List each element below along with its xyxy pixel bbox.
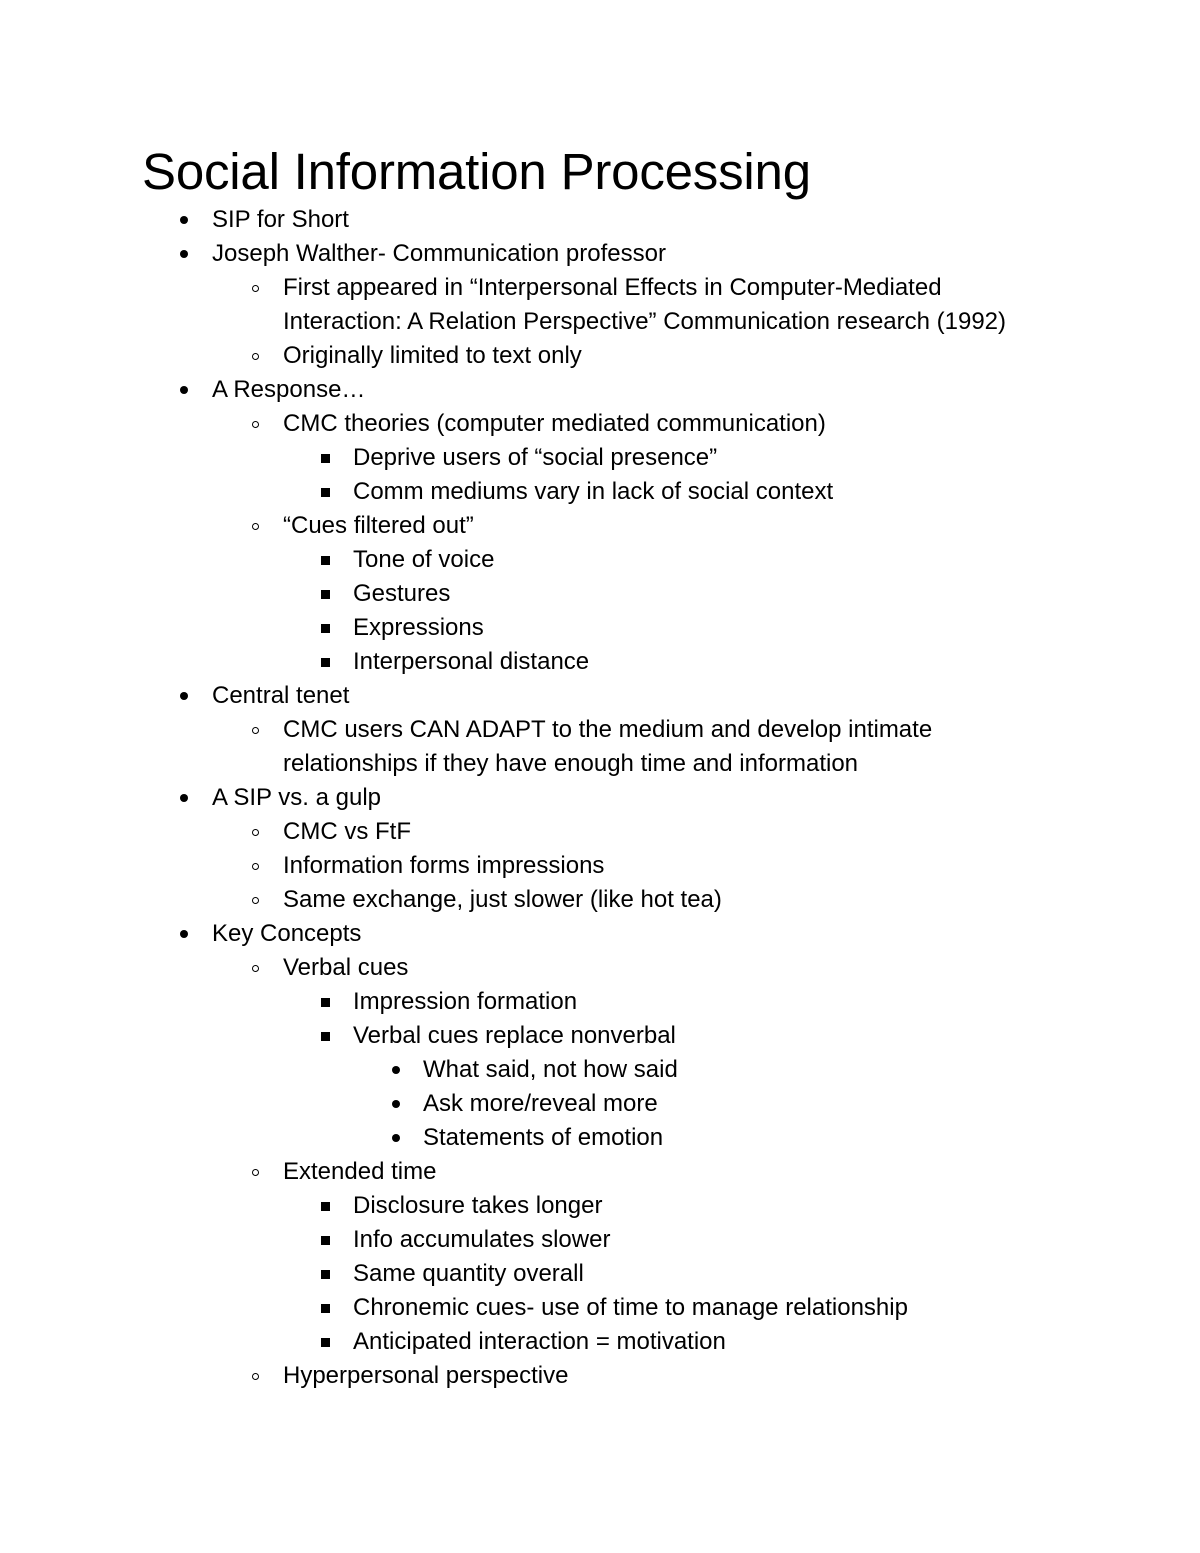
outline-item-text: Same quantity overall bbox=[353, 1260, 584, 1287]
outline-item-text: Originally limited to text only bbox=[283, 342, 582, 369]
square-bullet-icon bbox=[317, 543, 333, 577]
hollow-bullet-icon bbox=[247, 815, 263, 849]
outline-item-text: Info accumulates slower bbox=[353, 1226, 611, 1253]
outline-item-level-1 bbox=[0, 917, 1200, 951]
square-bullet-icon bbox=[317, 1325, 333, 1359]
filled-bullet-icon bbox=[176, 237, 192, 271]
outline-item-level-3 bbox=[0, 1291, 1200, 1325]
outline-item-level-2 bbox=[0, 951, 1200, 985]
outline-item-level-3 bbox=[0, 577, 1200, 611]
outline-item-level-1 bbox=[0, 781, 1200, 815]
hollow-bullet-icon bbox=[247, 883, 263, 917]
outline-item-text: CMC users CAN ADAPT to the medium and develop intimate relationships if they have enough time and information bbox=[283, 716, 933, 777]
outline-item-text: First appeared in “Interpersonal Effects in Computer-Mediated Interaction: A Relation Perspective” Communication research (1992) bbox=[283, 274, 1007, 335]
bullet-outline bbox=[0, 203, 1200, 1393]
filled-bullet-icon bbox=[388, 1121, 404, 1155]
outline-item-level-2 bbox=[0, 849, 1200, 883]
outline-item-level-3 bbox=[0, 543, 1200, 577]
outline-item-text: Joseph Walther- Communication professor bbox=[212, 240, 666, 267]
outline-item-text: Statements of emotion bbox=[423, 1124, 664, 1151]
outline-item-text: Extended time bbox=[283, 1158, 437, 1185]
outline-item-text: Disclosure takes longer bbox=[353, 1192, 603, 1219]
outline-item-text: A Response… bbox=[212, 376, 366, 403]
square-bullet-icon bbox=[317, 441, 333, 475]
outline-item-text: Verbal cues bbox=[283, 954, 409, 981]
outline-item-text: Ask more/reveal more bbox=[423, 1090, 658, 1117]
filled-bullet-icon bbox=[388, 1087, 404, 1121]
outline-item-text: “Cues filtered out” bbox=[283, 512, 474, 539]
outline-item-level-1 bbox=[0, 203, 1200, 237]
outline-item-level-3 bbox=[0, 645, 1200, 679]
square-bullet-icon bbox=[317, 1291, 333, 1325]
square-bullet-icon bbox=[317, 1019, 333, 1053]
outline-item-text: Information forms impressions bbox=[283, 852, 605, 879]
hollow-bullet-icon bbox=[247, 1155, 263, 1189]
hollow-bullet-icon bbox=[247, 1359, 263, 1393]
outline-item-text: SIP for Short bbox=[212, 206, 349, 233]
outline-item-text: CMC theories (computer mediated communication) bbox=[283, 410, 826, 437]
square-bullet-icon bbox=[317, 1223, 333, 1257]
filled-bullet-icon bbox=[176, 373, 192, 407]
outline-item-level-3 bbox=[0, 985, 1200, 1019]
square-bullet-icon bbox=[317, 577, 333, 611]
outline-item-level-2 bbox=[0, 271, 1200, 339]
square-bullet-icon bbox=[317, 475, 333, 509]
filled-bullet-icon bbox=[176, 917, 192, 951]
outline-item-level-3 bbox=[0, 1325, 1200, 1359]
outline-item-level-1 bbox=[0, 373, 1200, 407]
hollow-bullet-icon bbox=[247, 951, 263, 985]
hollow-bullet-icon bbox=[247, 407, 263, 441]
outline-item-level-3 bbox=[0, 1019, 1200, 1053]
filled-bullet-icon bbox=[176, 781, 192, 815]
outline-item-text: Central tenet bbox=[212, 682, 350, 709]
outline-item-level-3 bbox=[0, 1223, 1200, 1257]
outline-item-text: Gestures bbox=[353, 580, 451, 607]
square-bullet-icon bbox=[317, 1257, 333, 1291]
outline-item-level-4 bbox=[0, 1121, 1200, 1155]
outline-item-text: Deprive users of “social presence” bbox=[353, 444, 718, 471]
hollow-bullet-icon bbox=[247, 339, 263, 373]
outline-item-level-3 bbox=[0, 475, 1200, 509]
hollow-bullet-icon bbox=[247, 271, 263, 305]
hollow-bullet-icon bbox=[247, 713, 263, 747]
filled-bullet-icon bbox=[388, 1053, 404, 1087]
hollow-bullet-icon bbox=[247, 509, 263, 543]
outline-item-text: Hyperpersonal perspective bbox=[283, 1362, 569, 1389]
outline-item-text: Comm mediums vary in lack of social context bbox=[353, 478, 834, 505]
outline-item-text: Interpersonal distance bbox=[353, 648, 590, 675]
outline-item-level-3 bbox=[0, 441, 1200, 475]
square-bullet-icon bbox=[317, 985, 333, 1019]
outline-item-text: Same exchange, just slower (like hot tea) bbox=[283, 886, 722, 913]
outline-item-text: Verbal cues replace nonverbal bbox=[353, 1022, 676, 1049]
square-bullet-icon bbox=[317, 1189, 333, 1223]
outline-item-level-1 bbox=[0, 237, 1200, 271]
outline-item-level-3 bbox=[0, 611, 1200, 645]
outline-item-text: Expressions bbox=[353, 614, 484, 641]
outline-item-level-1 bbox=[0, 679, 1200, 713]
square-bullet-icon bbox=[317, 645, 333, 679]
outline-item-text: Chronemic cues- use of time to manage relationship bbox=[353, 1294, 908, 1321]
outline-item-text: Key Concepts bbox=[212, 920, 362, 947]
outline-item-level-2 bbox=[0, 339, 1200, 373]
filled-bullet-icon bbox=[176, 679, 192, 713]
outline-item-level-2 bbox=[0, 815, 1200, 849]
outline-item-level-3 bbox=[0, 1189, 1200, 1223]
outline-item-text: A SIP vs. a gulp bbox=[212, 784, 381, 811]
outline-item-level-4 bbox=[0, 1053, 1200, 1087]
outline-item-text: CMC vs FtF bbox=[283, 818, 411, 845]
filled-bullet-icon bbox=[176, 203, 192, 237]
outline-item-level-3 bbox=[0, 1257, 1200, 1291]
outline-item-text: Tone of voice bbox=[353, 546, 495, 573]
outline-item-level-2 bbox=[0, 1155, 1200, 1189]
outline-item-level-2 bbox=[0, 509, 1200, 543]
outline-item-text: Anticipated interaction = motivation bbox=[353, 1328, 726, 1355]
outline-item-level-2 bbox=[0, 713, 1200, 781]
square-bullet-icon bbox=[317, 611, 333, 645]
page-title: Social Information Processing bbox=[142, 143, 811, 200]
outline-item-level-4 bbox=[0, 1087, 1200, 1121]
outline-item-level-2 bbox=[0, 407, 1200, 441]
outline-item-text: Impression formation bbox=[353, 988, 578, 1015]
outline-item-text: What said, not how said bbox=[423, 1056, 678, 1083]
outline-item-level-2 bbox=[0, 1359, 1200, 1393]
outline-item-level-2 bbox=[0, 883, 1200, 917]
hollow-bullet-icon bbox=[247, 849, 263, 883]
